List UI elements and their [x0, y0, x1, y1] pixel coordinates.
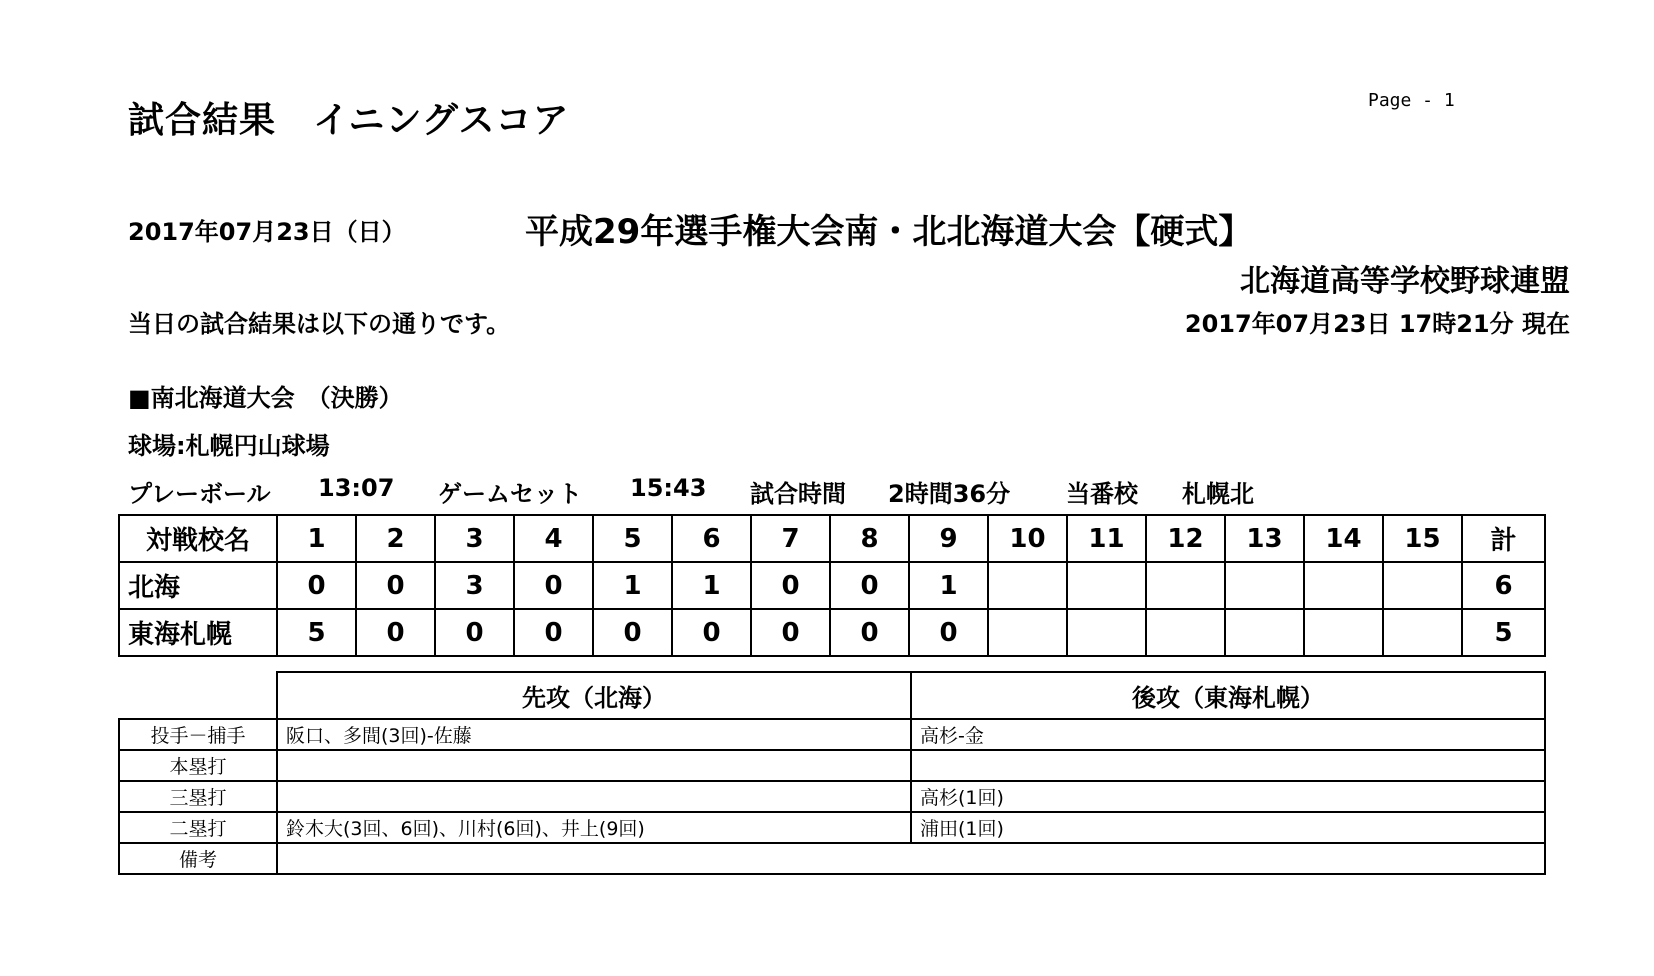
second-team-value: 高杉-金 [911, 719, 1545, 750]
inning-header: 13 [1225, 515, 1304, 562]
inning-header: 15 [1383, 515, 1462, 562]
total-header: 計 [1462, 515, 1545, 562]
details-header-row [119, 672, 1545, 719]
first-team-value: 阪口、多間(3回)-佐藤 [277, 719, 911, 750]
duty-school: 札幌北 [1182, 480, 1254, 508]
inning-score: 0 [514, 562, 593, 609]
game-date: 2017年07月23日（日） [128, 218, 406, 246]
inning-score: 3 [435, 562, 514, 609]
remarks-label: 備考 [119, 843, 277, 874]
details-corner [119, 672, 277, 719]
inning-score: 0 [356, 609, 435, 656]
inning-score: 0 [356, 562, 435, 609]
inning-score [1067, 562, 1146, 609]
inning-score [1225, 609, 1304, 656]
inning-score: 0 [751, 562, 830, 609]
team-name-header: 対戦校名 [119, 515, 277, 562]
inning-header: 14 [1304, 515, 1383, 562]
details-label: 二塁打 [119, 812, 277, 843]
details-row [119, 719, 1545, 750]
team-name: 東海札幌 [119, 609, 277, 656]
team-name: 北海 [119, 562, 277, 609]
inning-header: 8 [830, 515, 909, 562]
inning-score: 0 [909, 609, 988, 656]
inning-score: 0 [751, 609, 830, 656]
second-team-value: 高杉(1回) [911, 781, 1545, 812]
inning-score [1146, 562, 1225, 609]
first-team-value [277, 781, 911, 812]
second-team-value [911, 750, 1545, 781]
inning-score: 0 [277, 562, 356, 609]
duration-label: 試合時間 [750, 480, 846, 508]
remarks-value [277, 843, 1545, 874]
inning-header: 11 [1067, 515, 1146, 562]
play-ball-time: 13:07 [318, 474, 395, 502]
inning-score [1383, 609, 1462, 656]
inning-score: 0 [593, 609, 672, 656]
details-label: 投手－捕手 [119, 719, 277, 750]
inning-score: 0 [830, 562, 909, 609]
scoreboard-table [118, 514, 1546, 657]
results-notice: 当日の試合結果は以下の通りです。 [128, 310, 511, 338]
inning-score: 1 [909, 562, 988, 609]
inning-score: 0 [830, 609, 909, 656]
inning-score [1146, 609, 1225, 656]
page-number: Page - 1 [1368, 90, 1455, 111]
details-row [119, 812, 1545, 843]
duty-school-label: 当番校 [1066, 480, 1138, 508]
team-total: 6 [1462, 562, 1545, 609]
tournament-name: 平成29年選手権大会南・北北海道大会【硬式】 [525, 212, 1253, 252]
first-team-value: 鈴木大(3回、6回)、川村(6回)、井上(9回) [277, 812, 911, 843]
details-label: 三塁打 [119, 781, 277, 812]
duration: 2時間36分 [888, 480, 1011, 508]
inning-header: 10 [988, 515, 1067, 562]
team-row [119, 609, 1545, 656]
inning-score: 1 [593, 562, 672, 609]
second-batting-header: 後攻（東海札幌） [911, 672, 1545, 719]
game-set-time: 15:43 [630, 474, 707, 502]
inning-header: 3 [435, 515, 514, 562]
details-row [119, 750, 1545, 781]
inning-header: 2 [356, 515, 435, 562]
inning-score: 1 [672, 562, 751, 609]
inning-header: 9 [909, 515, 988, 562]
inning-score [988, 609, 1067, 656]
inning-score: 5 [277, 609, 356, 656]
stadium: 球場:札幌円山球場 [128, 432, 330, 460]
inning-score [988, 562, 1067, 609]
inning-score [1304, 609, 1383, 656]
first-team-value [277, 750, 911, 781]
second-team-value: 浦田(1回) [911, 812, 1545, 843]
game-title: ■南北海道大会 （決勝） [128, 384, 403, 412]
inning-score: 0 [514, 609, 593, 656]
details-row [119, 781, 1545, 812]
inning-header: 4 [514, 515, 593, 562]
first-batting-header: 先攻（北海） [277, 672, 911, 719]
inning-score [1304, 562, 1383, 609]
inning-header: 12 [1146, 515, 1225, 562]
remarks-row [119, 843, 1545, 874]
details-label: 本塁打 [119, 750, 277, 781]
report-title: 試合結果 イニングスコア [128, 100, 570, 141]
inning-score [1225, 562, 1304, 609]
inning-score: 0 [435, 609, 514, 656]
inning-score: 0 [672, 609, 751, 656]
game-set-label: ゲームセット [438, 480, 582, 508]
inning-score [1067, 609, 1146, 656]
report-timestamp: 2017年07月23日 17時21分 現在 [1184, 310, 1570, 338]
play-ball-label: プレーボール [128, 480, 271, 508]
game-timeline [128, 474, 1254, 509]
inning-header: 5 [593, 515, 672, 562]
scoreboard-header-row [119, 515, 1545, 562]
organization-name: 北海道高等学校野球連盟 [1240, 264, 1570, 299]
game-details-table [118, 671, 1546, 875]
inning-header: 7 [751, 515, 830, 562]
inning-header: 6 [672, 515, 751, 562]
team-row [119, 562, 1545, 609]
inning-score [1383, 562, 1462, 609]
team-total: 5 [1462, 609, 1545, 656]
inning-header: 1 [277, 515, 356, 562]
